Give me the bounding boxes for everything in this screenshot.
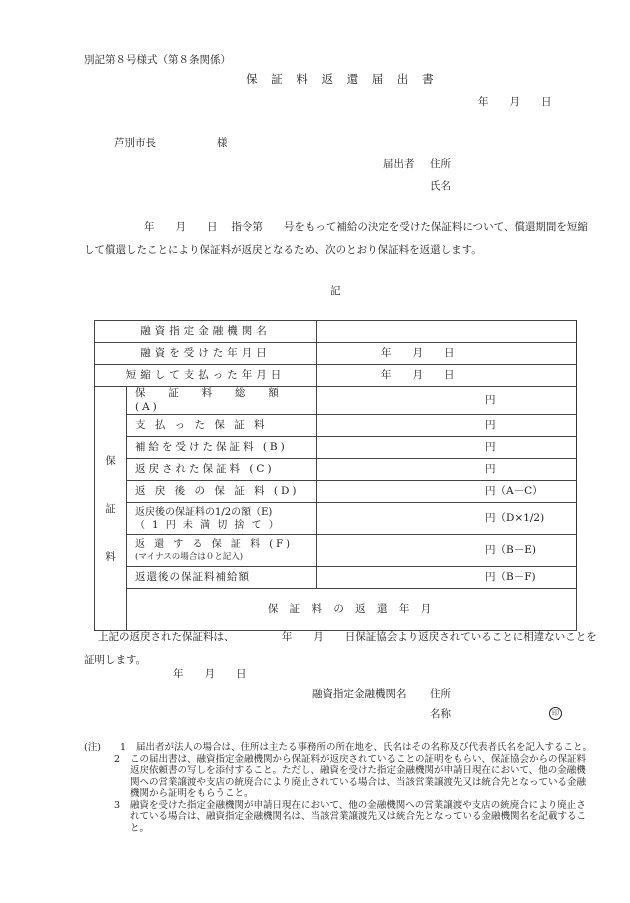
group-char: 証	[105, 502, 116, 515]
table-row	[95, 415, 577, 437]
certifier-name-label: 名称	[430, 708, 451, 720]
row-label: 返戻された保証料 (C)	[127, 459, 317, 481]
table-row	[95, 343, 577, 365]
table-row	[95, 387, 577, 415]
row-label: 保 証 料 総 額 (A)	[127, 387, 317, 415]
seal-mark: 印	[549, 707, 562, 720]
table-row	[95, 535, 577, 567]
note-number: 2	[114, 753, 121, 765]
note-text: この届出書は、融資指定金融機関から保証料が返戻されていることの証明をもらい、保証協会からの保証料返戻依頼書の写しを添付すること。ただし、融資を受けた指定金融機関が申請日現在において、他の金融機関への営業譲渡や支店の統廃合により廃止されている場合は、当該営業譲渡先又は統合先となっている金融機関から証明をもらうこと。	[130, 753, 587, 799]
certification-date: 年 月 日	[173, 668, 247, 680]
table-row	[95, 459, 577, 481]
row-label: 返還後の保証料補給額	[127, 567, 317, 589]
addressee-honorific: 様	[217, 137, 228, 149]
certifier-institution-label: 融資指定金融機関名	[312, 688, 407, 700]
applicant-role: 届出者	[383, 158, 415, 170]
applicant-address-label: 住所	[430, 158, 451, 170]
table-row	[95, 321, 577, 343]
notes-heading: (注)	[84, 742, 101, 753]
group-char: 保	[105, 454, 116, 467]
form-number: 別記第８号様式（第８条関係）	[84, 54, 231, 66]
note-item	[84, 800, 594, 835]
row-value: 円	[317, 437, 577, 459]
table-row	[95, 481, 577, 503]
row-value: 円（D×1/2)	[317, 503, 577, 535]
table-row	[95, 589, 577, 631]
submission-date: 年 月 日	[478, 96, 552, 108]
row-value: 円	[317, 459, 577, 481]
notes-section	[84, 742, 594, 834]
guarantee-fee-group-label	[95, 387, 127, 631]
group-char: 料	[105, 550, 116, 563]
note-text: 届出者が法人の場合は、住所は主たる事務所の所在地を、氏名はその名称及び代表者氏名を記入すること。	[136, 742, 593, 753]
row-label: 補給を受けた保証料 (B)	[127, 437, 317, 459]
note-item	[84, 742, 594, 754]
row-label-line1: 返 還 す る 保 証 料 (F)	[135, 538, 293, 550]
ki-heading: 記	[330, 285, 341, 297]
request-statement: 年 月 日 指令第 号をもって補給の決定を受けた保証料について、償還期間を短縮して償還したことにより保証料が返戻となるため、次のとおり保証料を返還します。	[84, 221, 588, 256]
row-label-line2: （ 1 円 未 満 切 捨 て ）	[135, 519, 281, 531]
document-title: 保 証 料 返 還 届 出 書	[246, 72, 439, 86]
table-row	[95, 437, 577, 459]
applicant-name-label: 氏名	[430, 180, 451, 192]
row-value: 円	[317, 387, 577, 415]
row-value: 円（B－E)	[317, 535, 577, 567]
row-label	[127, 503, 317, 535]
row-label-line2: (マイナスの場合は０と記入)	[135, 551, 244, 562]
row-value: 円（B－F)	[317, 567, 577, 589]
refund-details-table	[94, 320, 577, 631]
row-label: 融資指定金融機関名	[95, 321, 317, 343]
row-label	[127, 535, 317, 567]
row-label: 返 戻 後 の 保 証 料 (D)	[127, 481, 317, 503]
row-label: 保 証 料 の 返 還 年 月	[127, 589, 577, 631]
row-value: 円	[317, 415, 577, 437]
financial-institution-value	[317, 321, 577, 343]
certifier-address-label: 住所	[430, 688, 451, 700]
row-label: 短縮して支払った年月日	[95, 365, 317, 387]
table-row	[95, 365, 577, 387]
certification-statement: 上記の返戻された保証料は、 年 月 日保証協会より返戻されていることに相違ないことを証明します。	[84, 631, 597, 666]
row-value: 円（A－C）	[317, 481, 577, 503]
row-label: 融資を受けた年月日	[95, 343, 317, 365]
shortened-payment-date-value: 年 月 日	[317, 365, 577, 387]
table-row	[95, 503, 577, 535]
note-number: 1	[120, 742, 127, 753]
addressee-mayor: 芦別市長	[114, 137, 156, 149]
note-text: 融資を受けた指定金融機関が申請日現在において、他の金融機関への営業譲渡や支店の統廃合により廃止されている場合は、融資指定金融機関名は、当該営業譲渡先又は統合先となっている金融機関名を記載すること。	[130, 799, 587, 834]
loan-date-value: 年 月 日	[317, 343, 577, 365]
note-item	[84, 754, 594, 800]
row-label: 支 払 っ た 保 証 料	[127, 415, 317, 437]
table-row	[95, 567, 577, 589]
row-label-line1: 返戻後の保証料の1/2の額（E)	[135, 506, 273, 518]
note-number: 3	[114, 799, 121, 811]
